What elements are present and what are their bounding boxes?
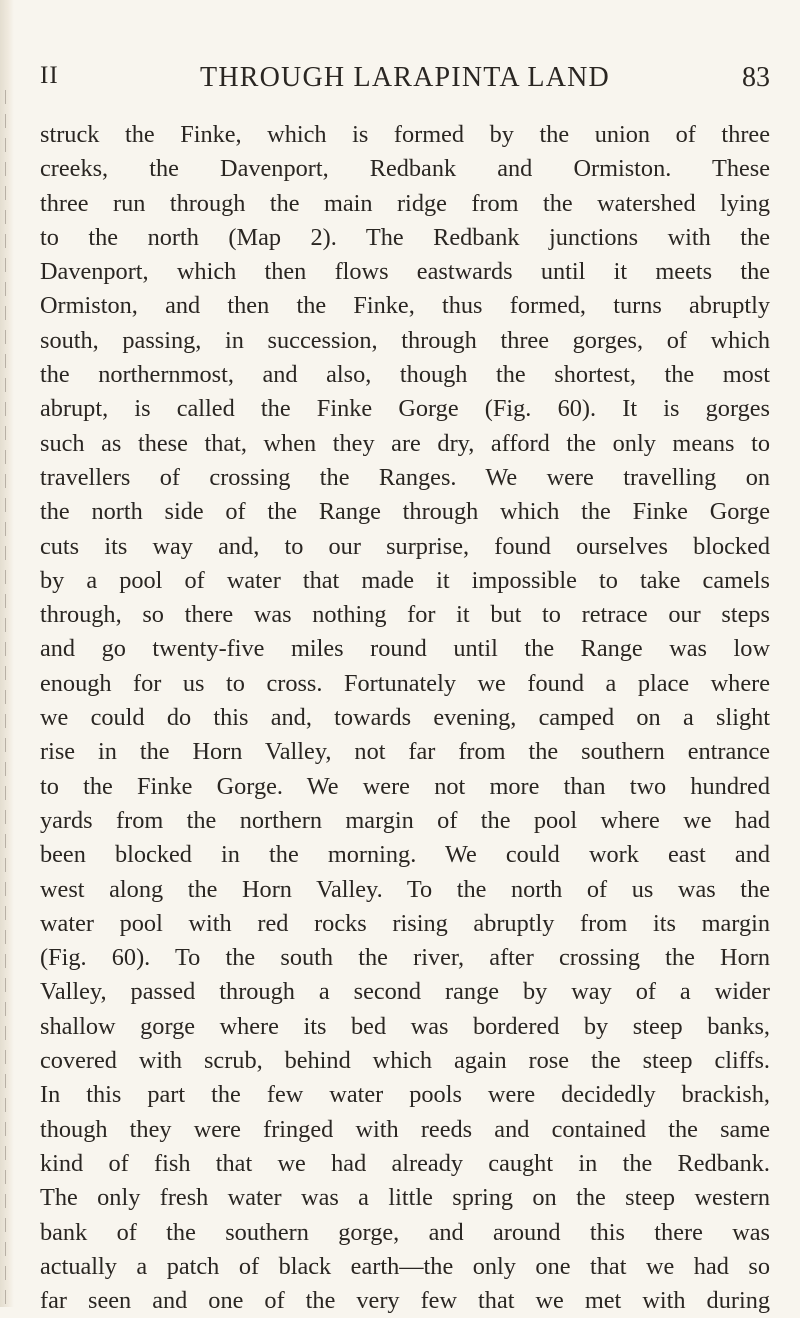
text-line: to the north (Map 2). The Redbank junctions with the: [40, 223, 770, 251]
text-line: far seen and one of the very few that we met with during: [40, 1287, 770, 1315]
text-line: abrupt, is called the Finke Gorge (Fig. 60). It is gorges: [40, 395, 770, 423]
text-line: struck the Finke, which is formed by the union of three: [40, 121, 770, 148]
text-line: the northernmost, and also, though the shortest, the most: [40, 361, 770, 389]
text-line: Valley, passed through a second range by way of a wider: [40, 978, 770, 1006]
text-line: to the Finke Gorge. We were not more than two hundred: [40, 772, 770, 800]
text-line: enough for us to cross. Fortunately we found a place where: [40, 669, 770, 697]
text-line: Davenport, which then flows eastwards until it meets the: [40, 258, 770, 286]
page-gutter-shadow: [0, 0, 14, 1307]
text-line: through, so there was nothing for it but to retrace our steps: [40, 601, 770, 629]
text-line: bank of the southern gorge, and around this there was: [40, 1218, 770, 1246]
text-line: actually a patch of black earth—the only one that we had so: [40, 1252, 770, 1280]
text-line: cuts its way and, to our surprise, found ourselves blocked: [40, 532, 770, 560]
text-line: Ormiston, and then the Finke, thus formed, turns abruptly: [40, 292, 770, 320]
running-title: THROUGH LARAPINTA LAND: [200, 62, 610, 93]
text-line: covered with scrub, behind which again rose the steep cliffs.: [40, 1047, 770, 1075]
text-line: water pool with red rocks rising abruptly from its margin: [40, 909, 770, 937]
text-line: and go twenty-five miles round until the Range was low: [40, 635, 770, 663]
text-line: though they were fringed with reeds and contained the same: [40, 1115, 770, 1143]
text-line: In this part the few water pools were decidedly brackish,: [40, 1081, 770, 1109]
text-line: kind of fish that we had already caught in the Redbank.: [40, 1149, 770, 1177]
text-line: yards from the northern margin of the pool where we had: [40, 806, 770, 834]
text-line: been blocked in the morning. We could work east and: [40, 841, 770, 869]
text-line: three run through the main ridge from the watershed lying: [40, 189, 770, 217]
text-line: the north side of the Range through which the Finke Gorge: [40, 498, 770, 526]
text-line: we could do this and, towards evening, camped on a slight: [40, 704, 770, 732]
running-header: [40, 62, 770, 96]
page-number: 83: [742, 62, 770, 93]
gutter-edge-line: [5, 90, 6, 1307]
text-line: south, passing, in succession, through three gorges, of which: [40, 326, 770, 354]
body-text: [40, 118, 770, 1318]
text-line: by a pool of water that made it impossible to take camels: [40, 566, 770, 594]
chapter-number: II: [40, 62, 59, 89]
text-line: such as these that, when they are dry, afford the only means to: [40, 429, 770, 457]
text-line: creeks, the Davenport, Redbank and Ormiston. These: [40, 155, 770, 183]
text-line: The only fresh water was a little spring on the steep western: [40, 1184, 770, 1212]
text-line: rise in the Horn Valley, not far from the southern entrance: [40, 738, 770, 766]
text-line: travellers of crossing the Ranges. We were travelling on: [40, 463, 770, 491]
text-line: (Fig. 60). To the south the river, after crossing the Horn: [40, 944, 770, 972]
text-line: west along the Horn Valley. To the north of us was the: [40, 875, 770, 903]
text-line: shallow gorge where its bed was bordered by steep banks,: [40, 1012, 770, 1040]
